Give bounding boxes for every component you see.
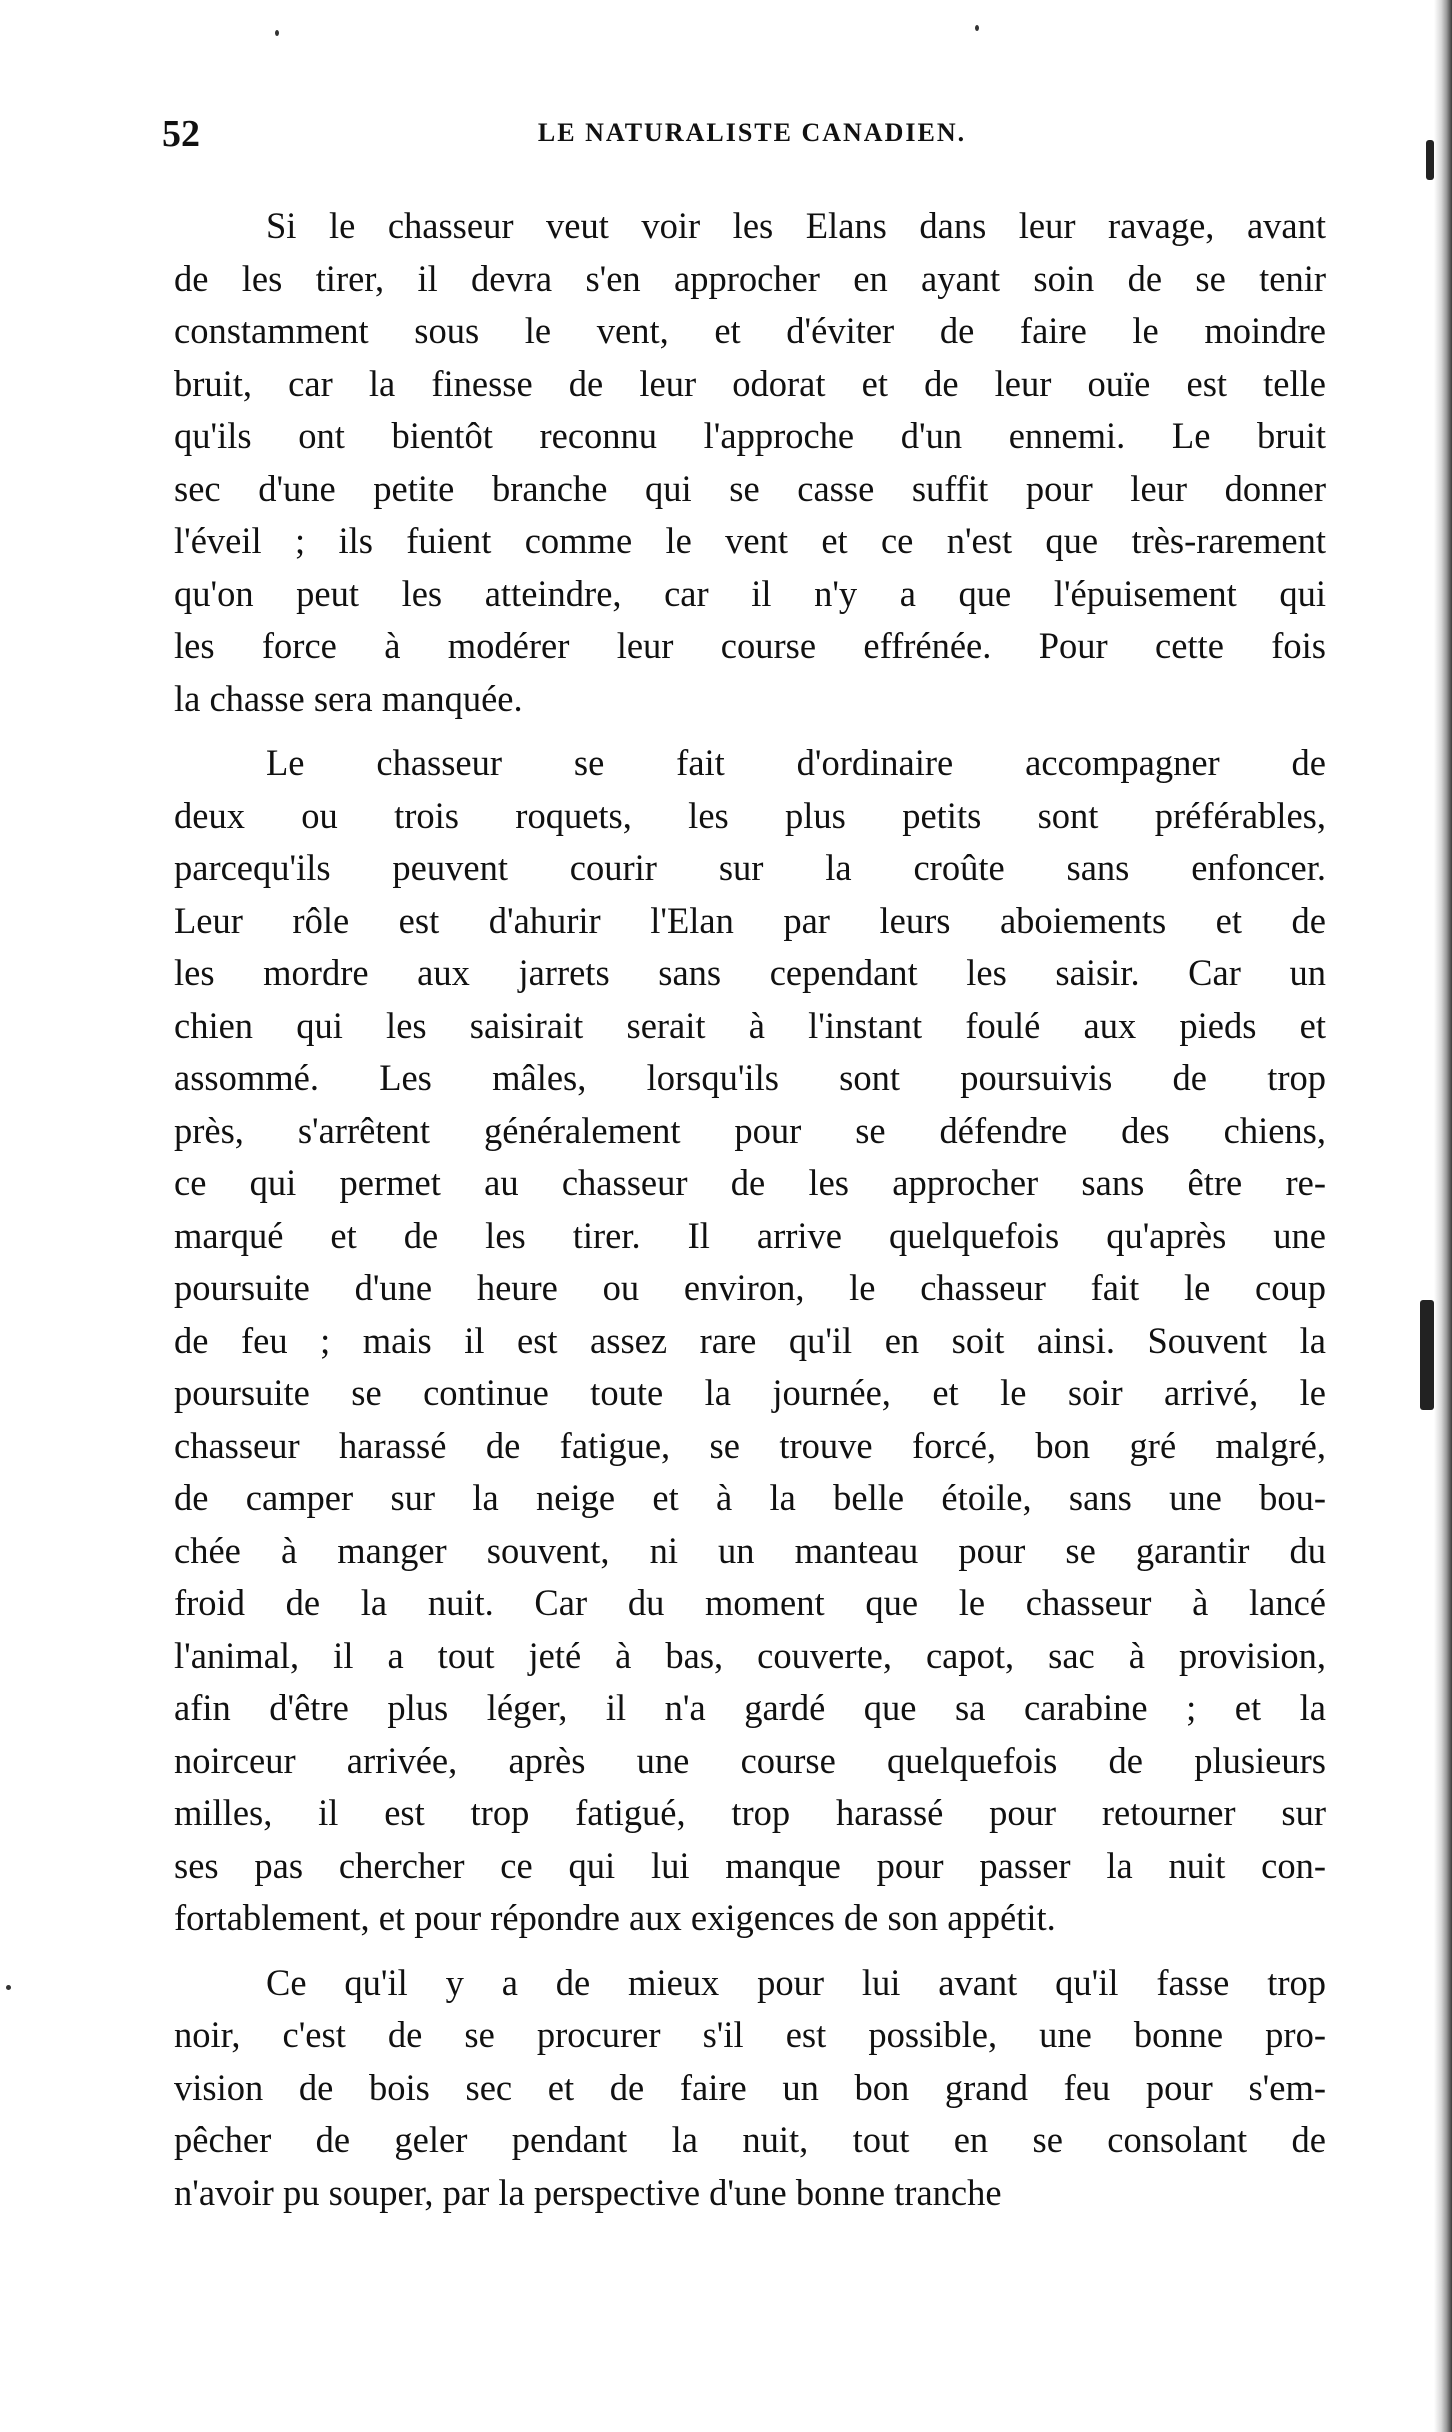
text-line: Le chasseur se fait d'ordinaire accompagner de <box>266 742 1326 783</box>
page-edge-shadow <box>1434 0 1452 2432</box>
text-line: bruit, car la finesse de leur odorat et de leur ouïe est telle <box>174 362 1326 404</box>
text-line: marqué et de les tirer. Il arrive quelquefois qu'après une <box>174 1214 1326 1256</box>
text-line: l'éveil ; ils fuient comme le vent et ce n'est que très-rarement <box>174 520 1326 561</box>
text-line: ce qui permet au chasseur de les approcher sans être re- <box>174 1162 1326 1203</box>
text-line: qu'on peut les atteindre, car il n'y a que l'épuisement qui <box>174 572 1326 614</box>
text-line: vision de bois sec et de faire un bon grand feu pour s'em- <box>174 2066 1326 2108</box>
paragraph <box>174 200 1326 725</box>
text-line: assommé. Les mâles, lorsqu'ils sont poursuivis de trop <box>174 1057 1326 1098</box>
running-title: LE NATURALISTE CANADIEN. <box>537 118 967 147</box>
text-line: poursuite d'une heure ou environ, le chasseur fait le coup <box>174 1267 1326 1308</box>
body-text <box>174 200 1326 2219</box>
text-line: de feu ; mais il est assez rare qu'il en soit ainsi. Souvent la <box>174 1319 1326 1361</box>
text-line: poursuite se continue toute la journée, et le soir arrivé, le <box>174 1372 1326 1413</box>
text-line: ses pas chercher ce qui lui manque pour passer la nuit con- <box>174 1844 1326 1886</box>
scan-speck <box>6 1985 11 1990</box>
paragraph-gap <box>174 1945 1326 1957</box>
text-line: deux ou trois roquets, les plus petits sont préférables, <box>174 794 1326 836</box>
text-line: qu'ils ont bientôt reconnu l'approche d'un ennemi. Le bruit <box>174 415 1326 456</box>
text-line: afin d'être plus léger, il n'a gardé que sa carabine ; et la <box>174 1687 1326 1728</box>
text-line: chien qui les saisirait serait à l'instant foulé aux pieds et <box>174 1004 1326 1046</box>
text-line: chée à manger souvent, ni un manteau pour se garantir du <box>174 1529 1326 1571</box>
text-line: Ce qu'il y a de mieux pour lui avant qu'il fasse trop <box>266 1961 1326 2003</box>
text-line: Leur rôle est d'ahurir l'Elan par leurs aboiements et de <box>174 899 1326 941</box>
paragraph-gap <box>174 725 1326 737</box>
text-line: sec d'une petite branche qui se casse suffit pour leur donner <box>174 467 1326 509</box>
text-line: Si le chasseur veut voir les Elans dans leur ravage, avant <box>266 205 1326 246</box>
binding-mark <box>1420 1300 1434 1410</box>
text-line: près, s'arrêtent généralement pour se défendre des chiens, <box>174 1109 1326 1151</box>
text-line: l'animal, il a tout jeté à bas, couverte, capot, sac à provision, <box>174 1634 1326 1676</box>
text-line: constamment sous le vent, et d'éviter de faire le moindre <box>174 310 1326 351</box>
text-line: noirceur arrivée, après une course quelquefois de plusieurs <box>174 1739 1326 1781</box>
text-line: parcequ'ils peuvent courir sur la croûte sans enfoncer. <box>174 847 1326 888</box>
text-line: la chasse sera manquée. <box>174 677 523 719</box>
text-line: milles, il est trop fatigué, trop harassé pour retourner sur <box>174 1792 1326 1833</box>
text-line: fortablement, et pour répondre aux exigences de son appétit. <box>174 1897 1056 1938</box>
text-line: froid de la nuit. Car du moment que le chasseur à lancé <box>174 1582 1326 1623</box>
text-line: de les tirer, il devra s'en approcher en ayant soin de se tenir <box>174 257 1326 299</box>
paragraph <box>174 737 1326 1945</box>
text-line: pêcher de geler pendant la nuit, tout en se consolant de <box>174 2119 1326 2160</box>
text-line: les force à modérer leur course effrénée. Pour cette fois <box>174 625 1326 666</box>
scan-speck <box>975 25 979 31</box>
text-line: de camper sur la neige et à la belle étoile, sans une bou- <box>174 1477 1326 1518</box>
text-line: chasseur harassé de fatigue, se trouve forcé, bon gré malgré, <box>174 1424 1326 1466</box>
page-number: 52 <box>162 113 200 155</box>
scan-speck <box>275 30 279 36</box>
text-line: noir, c'est de se procurer s'il est possible, une bonne pro- <box>174 2014 1326 2055</box>
text-line: les mordre aux jarrets sans cependant les saisir. Car un <box>174 952 1326 993</box>
text-line: n'avoir pu souper, par la perspective d'une bonne tranche <box>174 2171 1002 2213</box>
binding-mark <box>1426 140 1434 180</box>
page-header <box>162 112 1342 162</box>
paragraph <box>174 1957 1326 2220</box>
